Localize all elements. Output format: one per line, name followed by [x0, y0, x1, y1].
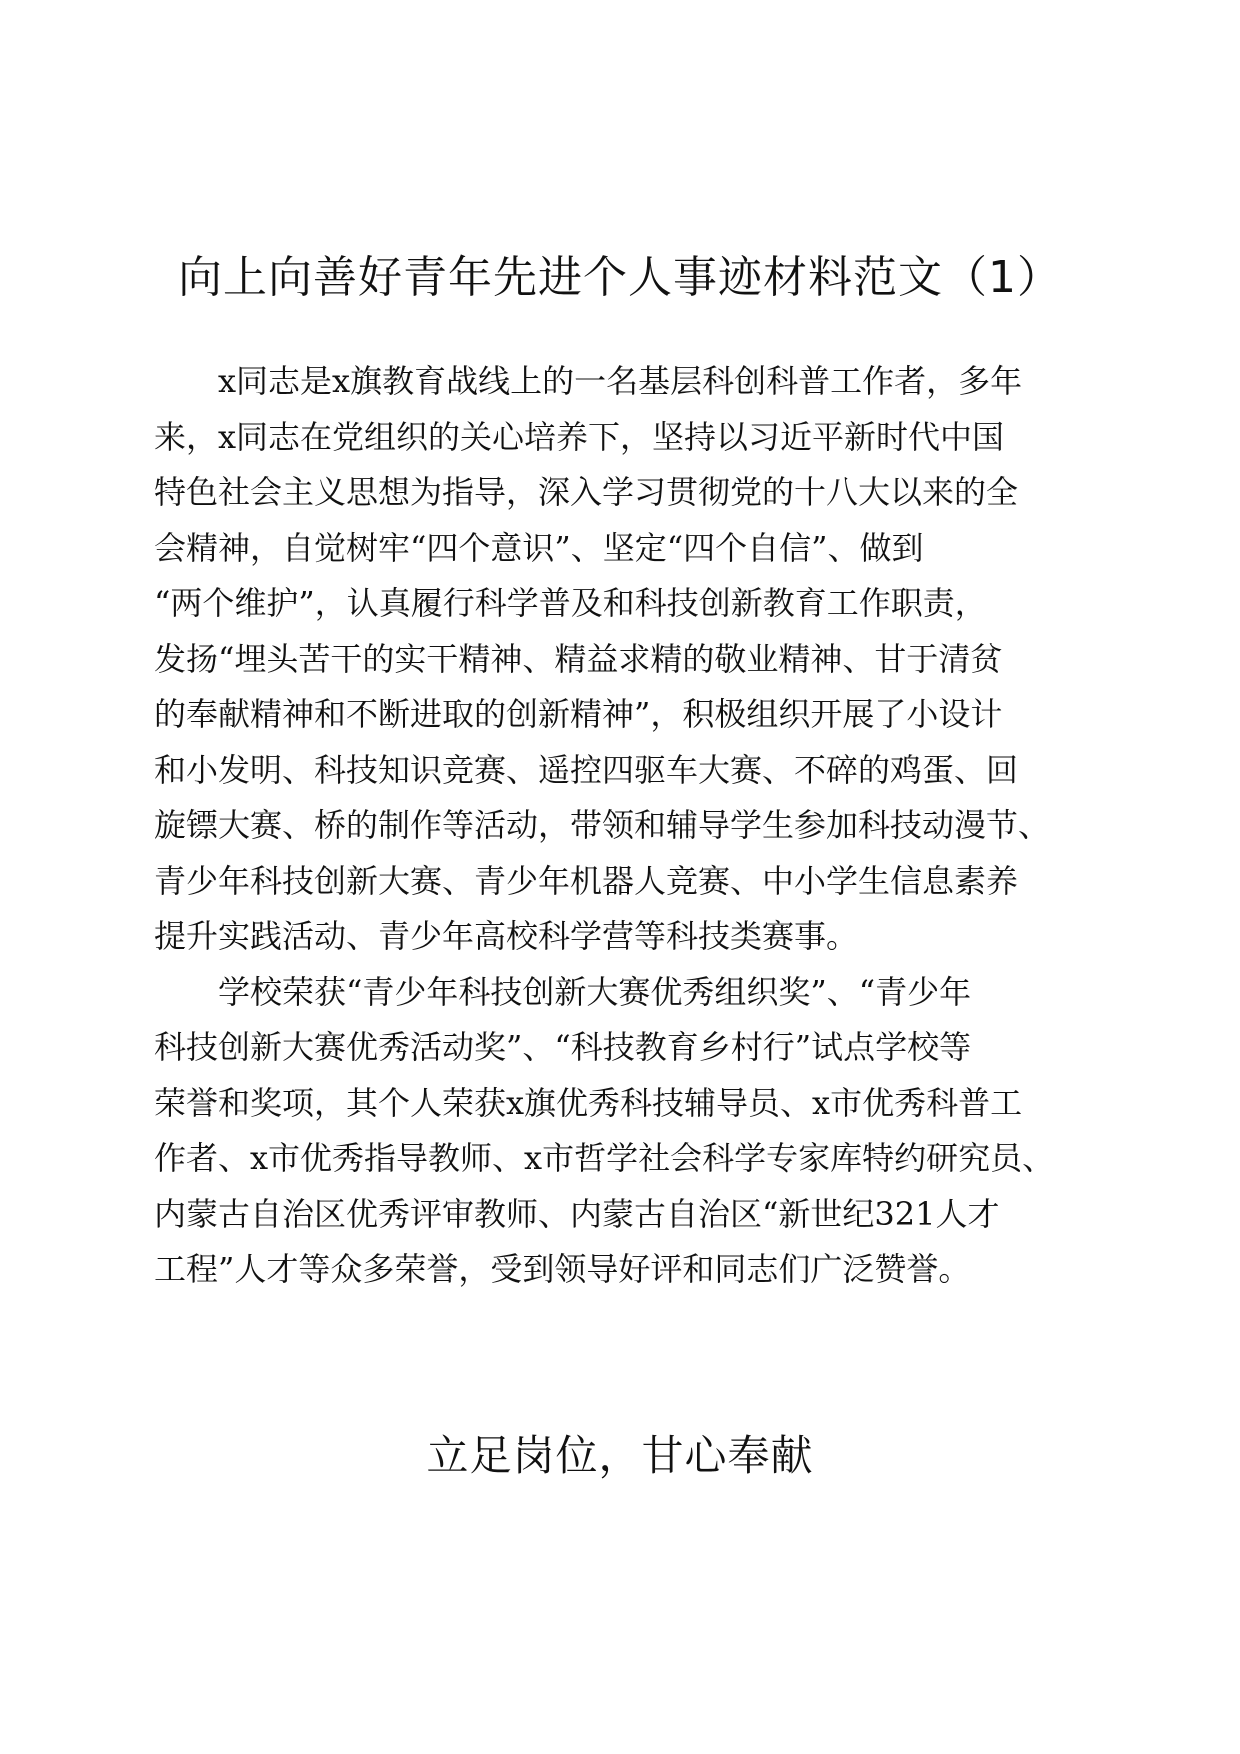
document-body [154, 354, 1084, 1298]
text-line: 和小发明、科技知识竞赛、遥控四驱车大赛、不碎的鸡蛋、回 [154, 750, 1019, 789]
text-line: x同志是x旗教育战线上的一名基层科创科普工作者，多年 [218, 362, 1023, 400]
text-line: 工程”人才等众多荣誉，受到领导好评和同志们广泛赞誉。 [154, 1250, 971, 1288]
text-line: 会精神，自觉树牢“四个意识”、坚定“四个自信”、做到 [154, 528, 924, 567]
text-line: 青少年科技创新大赛、青少年机器人竞赛、中小学生信息素养 [154, 861, 1019, 900]
text-line: 发扬“埋头苦干的实干精神、精益求精的敬业精神、甘于清贫 [154, 639, 1003, 678]
text-line: 荣誉和奖项，其个人荣获x旗优秀科技辅导员、x市优秀科普工 [154, 1083, 1023, 1122]
text-line: 旋镖大赛、桥的制作等活动，带领和辅导学生参加科技动漫节、 [154, 806, 1051, 844]
text-line: 提升实践活动、青少年高校科学营等科技类赛事。 [154, 917, 859, 955]
paragraph [154, 354, 1084, 965]
text-line: 的奉献精神和不断进取的创新精神”，积极组织开展了小设计 [154, 695, 1003, 733]
text-line: 科技创新大赛优秀活动奖”、“科技教育乡村行”试点学校等 [154, 1028, 972, 1066]
text-line: 来，x同志在党组织的关心培养下，坚持以习近平新时代中国 [154, 417, 1005, 456]
text-line: 特色社会主义思想为指导，深入学习贯彻党的十八大以来的全 [154, 473, 1019, 511]
text-line: 作者、x市优秀指导教师、x市哲学社会科学专家库特约研究员、 [154, 1139, 1055, 1177]
section-heading: 立足岗位，甘心奉献 [426, 1431, 814, 1480]
text-line: 内蒙古自治区优秀评审教师、内蒙古自治区“新世纪321人才 [154, 1194, 1000, 1233]
text-line: “两个维护”，认真履行科学普及和科技创新教育工作职责， [154, 584, 987, 622]
text-line: 学校荣获“青少年科技创新大赛优秀组织奖”、“青少年 [218, 972, 972, 1011]
paragraph [154, 965, 1084, 1298]
document-title: 向上向善好青年先进个人事迹材料范文（1） [178, 252, 1062, 303]
